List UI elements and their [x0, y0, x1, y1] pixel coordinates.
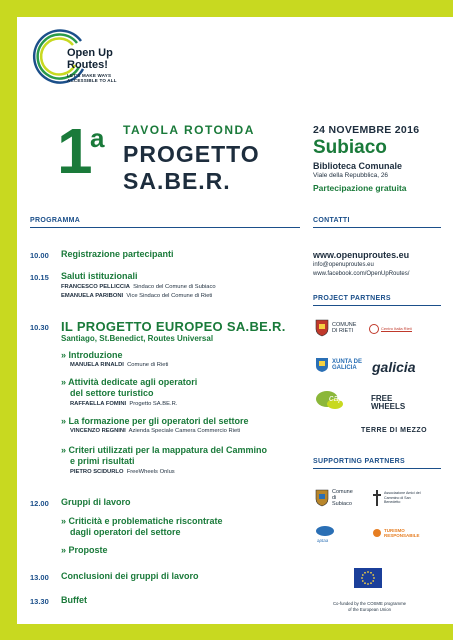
- speaker-regnini: VINCENZO REGNINI Azienda Speciale Camera Commercio Rieti: [70, 428, 241, 434]
- free-participation: Partecipazione gratuita: [313, 183, 407, 193]
- time-1300: 13.00: [30, 573, 49, 582]
- item-saluti: Saluti istituzionali: [61, 271, 138, 281]
- rieti-crest-icon: [315, 319, 329, 337]
- email-link[interactable]: info@openuproutes.eu: [313, 262, 374, 268]
- terre-di-mezzo-logo: TERRE DI MEZZO: [361, 427, 428, 434]
- speaker-pelliccia: FRANCESCO PELLICCIA Sindaco del Comune di Subiaco: [61, 284, 216, 290]
- event-type: TAVOLA ROTONDA: [123, 123, 255, 137]
- comune-subiaco-logo: Comune di Subiaco: [315, 489, 356, 507]
- time-1030: 10.30: [30, 323, 49, 332]
- time-1200: 12.00: [30, 499, 49, 508]
- item-progetto-subtitle: Santiago, St.Benedict, Routes Universal: [61, 334, 214, 343]
- event-city: Subiaco: [313, 137, 387, 158]
- cape-logo: cape: [315, 389, 355, 411]
- programma-heading: PROGRAMMA: [30, 217, 81, 224]
- amici-cammino-logo: Associazione Amici del Cammino di San Benedetto: [372, 489, 424, 507]
- event-title-line1: PROGETTO: [123, 141, 260, 167]
- edition-superscript: a: [90, 123, 105, 153]
- aitr-logo: TURISMO RESPONSABILE: [372, 527, 420, 539]
- website-link[interactable]: www.openuproutes.eu: [313, 250, 410, 260]
- comune-rieti-logo: COMUNE DI RIETI: [315, 319, 354, 337]
- item-conclusioni: Conclusioni dei gruppi di lavoro: [61, 571, 199, 581]
- bullet-attivita: » Attività dedicate agli operatori del settore turistico: [61, 377, 198, 398]
- item-progetto-europeo: IL PROGETTO EUROPEO SA.BE.R.: [61, 319, 286, 334]
- supporting-rule: [313, 468, 441, 469]
- subiaco-crest-icon: [315, 489, 329, 507]
- time-1000: 10.00: [30, 251, 49, 260]
- cross-icon: [372, 489, 382, 507]
- centro-italia-logo: Centro Italia Rieti: [369, 323, 412, 335]
- logo-title: Open Up Routes!: [67, 47, 113, 71]
- eu-flag-icon: [354, 568, 382, 588]
- contatti-heading: CONTATTI: [313, 217, 350, 224]
- item-gruppi: Gruppi di lavoro: [61, 497, 131, 507]
- freewheels-logo: FREE WHEELS: [371, 394, 406, 411]
- item-registrazione: Registrazione partecipanti: [61, 249, 174, 259]
- supporting-partners-heading: SUPPORTING PARTNERS: [313, 458, 405, 465]
- centro-italia-icon: [369, 323, 379, 335]
- speaker-scidurlo: PIETRO SCIDURLO FreeWheels Onlus: [70, 469, 175, 475]
- bullet-criteri: » Criteri utilizzati per la mappatura del Cammino e primi risultati: [61, 445, 268, 466]
- speaker-fomini: RAFFAELLA FOMINI Progetto SA.BE.R.: [70, 401, 178, 407]
- galicia-logo: galicia: [372, 359, 416, 375]
- facebook-link[interactable]: www.facebook.com/OpenUpRoutes/: [313, 271, 410, 277]
- time-1330: 13.30: [30, 597, 49, 606]
- event-date: 24 NOVEMBRE 2016: [313, 124, 420, 136]
- aptaa-icon: [315, 525, 335, 537]
- speaker-rinaldi: MANUELA RINALDI Comune di Rieti: [70, 362, 169, 368]
- event-address: Viale della Repubblica, 26: [313, 172, 389, 179]
- bullet-formazione: » La formazione per gli operatori del settore: [61, 416, 249, 426]
- event-title-line2: SA.BE.R.: [123, 168, 231, 194]
- contatti-rule: [313, 227, 441, 228]
- logo-subtitle: LET'S MAKE WAYS ACCESSIBLE TO ALL: [67, 73, 117, 83]
- programma-rule: [30, 227, 300, 228]
- project-partners-heading: PROJECT PARTNERS: [313, 295, 391, 302]
- time-1015: 10.15: [30, 273, 49, 282]
- bullet-introduzione: » Introduzione: [61, 350, 123, 360]
- edition-number: 1: [57, 115, 93, 187]
- event-title: [123, 141, 260, 195]
- xunta-crest-icon: [315, 357, 329, 373]
- bullet-criticita: » Criticità e problematiche riscontrate dagli operatori del settore: [61, 516, 223, 537]
- item-buffet: Buffet: [61, 595, 87, 605]
- aptaa-logo: aptaa: [315, 525, 335, 537]
- poster-page: [17, 17, 453, 624]
- bullet-proposte: » Proposte: [61, 545, 108, 555]
- aitr-icon: [372, 527, 382, 539]
- partners-rule: [313, 305, 441, 306]
- open-up-routes-logo: [29, 27, 149, 97]
- cofund-text: Co-funded by the COSME programme of the European Union: [332, 601, 407, 612]
- xunta-galicia-logo: XUNTA DE GALICIA: [315, 357, 362, 373]
- event-venue: Biblioteca Comunale: [313, 161, 403, 171]
- speaker-pariboni: EMANUELA PARIBONI Vice Sindaco del Comune di Rieti: [61, 293, 213, 299]
